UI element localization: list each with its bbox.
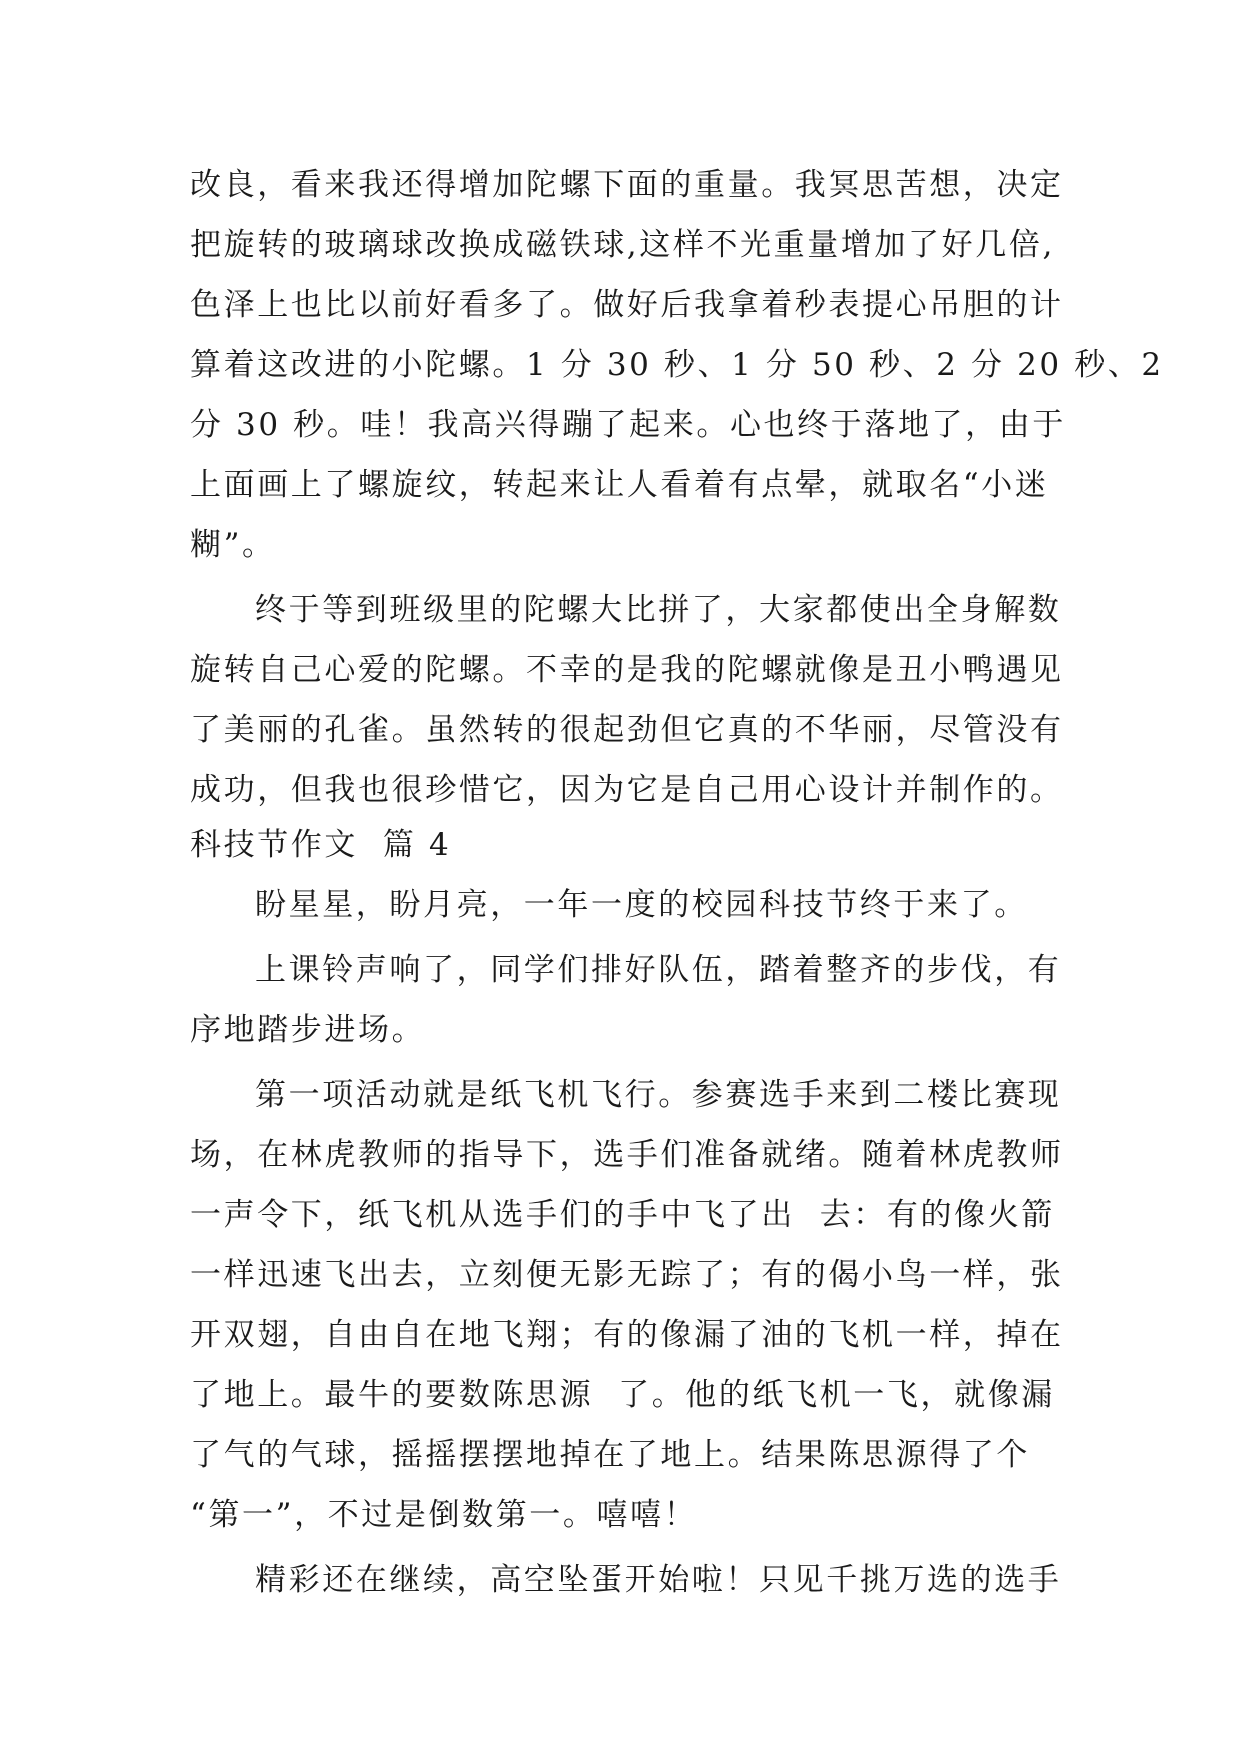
text-line: 了气的气球，摇摇摆摆地掉在了地上。结果陈思源得了个 xyxy=(190,1437,1030,1473)
text-line: 开双翅，自由自在地飞翔；有的像漏了油的飞机一样，掉在 xyxy=(190,1317,1064,1353)
paragraph-first-line: 终于等到班级里的陀螺大比拼了，大家都使出全身解数 xyxy=(255,592,1062,628)
paragraph-first-line: 第一项活动就是纸飞机飞行。参赛选手来到二楼比赛现 xyxy=(255,1077,1062,1113)
paragraph-first-line: 上课铃声响了，同学们排好队伍，踏着整齐的步伐，有 xyxy=(255,952,1062,988)
text-line: 把旋转的玻璃球改换成磁铁球,这样不光重量增加了好几倍, xyxy=(190,227,1055,263)
text-line: 算着这改进的小陀螺。1 分 30 秒、1 分 50 秒、2 分 20 秒、2 xyxy=(190,347,1164,383)
text-line: 分 30 秒。哇！我高兴得蹦了起来。心也终于落地了，由于 xyxy=(190,407,1066,443)
text-line: 场，在林虎教师的指导下，选手们准备就绪。随着林虎教师 xyxy=(190,1137,1064,1173)
text-line: 了美丽的孔雀。虽然转的很起劲但它真的不华丽，尽管没有 xyxy=(190,712,1064,748)
text-line: 色泽上也比以前好看多了。做好后我拿着秒表提心吊胆的计 xyxy=(190,287,1064,323)
text-line: “第一”，不过是倒数第一。嘻嘻！ xyxy=(190,1497,698,1533)
section-heading: 科技节作文 篇 4 xyxy=(190,827,452,863)
text-line: 一样迅速飞出去，立刻便无影无踪了；有的偈小鸟一样，张 xyxy=(190,1257,1064,1293)
text-line: 序地踏步进场。 xyxy=(190,1012,426,1048)
text-line: 旋转自己心爱的陀螺。不幸的是我的陀螺就像是丑小鸭遇见 xyxy=(190,652,1064,688)
paragraph-first-line: 精彩还在继续，高空坠蛋开始啦！只见千挑万选的选手 xyxy=(255,1562,1062,1598)
paragraph-first-line: 盼星星，盼月亮，一年一度的校园科技节终于来了。 xyxy=(255,887,1028,923)
text-line: 了地上。最牛的要数陈思源 了。他的纸飞机一飞，就像漏 xyxy=(190,1377,1055,1413)
text-line: 改良，看来我还得增加陀螺下面的重量。我冥思苦想，决定 xyxy=(190,167,1064,203)
text-line: 一声令下，纸飞机从选手们的手中飞了出 去：有的像火箭 xyxy=(190,1197,1055,1233)
text-line: 糊”。 xyxy=(190,527,276,563)
text-line: 成功，但我也很珍惜它，因为它是自己用心设计并制作的。 xyxy=(190,772,1064,808)
text-line: 上面画上了螺旋纹，转起来让人看着有点晕，就取名“小迷 xyxy=(190,467,1049,503)
